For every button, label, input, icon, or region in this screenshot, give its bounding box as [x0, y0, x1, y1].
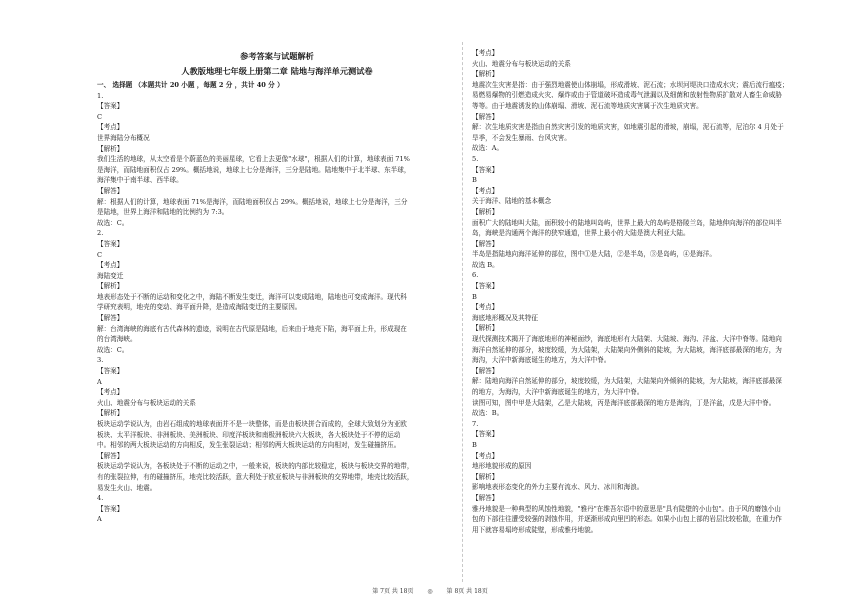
- right-text-line: 岛，海峡是沟通两个海洋的狭窄通道，世界上最小的大陆是澳大利亚大陆。: [472, 229, 690, 238]
- left-text-line: 【答案】: [97, 504, 124, 513]
- left-text-line: 【考点】: [97, 261, 124, 270]
- left-text-line: 的台湾海峡。: [97, 335, 137, 344]
- left-text-line: 【答案】: [97, 367, 124, 376]
- right-text-line: 半岛是指陆地向海洋延伸的部位，图中①是大陆，②是半岛，③是岛屿，④是海洋。: [472, 250, 716, 259]
- left-text-line: 2.: [97, 229, 104, 238]
- right-text-line: 故选 B。: [472, 260, 499, 269]
- right-text-line: 【解答】: [472, 366, 499, 375]
- doc-title: 参考答案与试题解析: [240, 51, 314, 61]
- right-text-line: 5.: [472, 154, 479, 163]
- left-text-line: 学研究表明，地壳的变动、海平面升降，是造成海陆变迁的主要原因。: [97, 303, 302, 312]
- left-text-line: 【解答】: [97, 451, 124, 460]
- right-text-line: B: [472, 292, 477, 301]
- right-text-line: 【解析】: [472, 207, 499, 216]
- right-text-line: B: [472, 176, 477, 185]
- right-text-line: 7.: [472, 419, 479, 428]
- left-text-line: 【考点】: [97, 123, 124, 132]
- right-text-line: 【考点】: [472, 186, 499, 195]
- right-text-line: 【考点】: [472, 49, 499, 57]
- left-text-line: 火山、地震分布与板块运动的关系: [97, 398, 196, 407]
- right-text-line: 读图可知，图中甲是大陆架，乙是大陆坡，丙是海洋底部最深的地方是海沟，丁是洋盆，戊是大洋中脊。: [472, 398, 776, 407]
- right-text-line: 地形地貌形成的原因: [472, 462, 532, 471]
- left-text-line: 【解析】: [97, 409, 124, 418]
- left-text-line: 有的张裂拉伸，有的碰撞挤压，地壳比较活跃，意大利处于欧亚板块与非洲板块的交界地带，地壳比较活跃，: [97, 472, 414, 481]
- left-text-line: 板块运动学说认为，由岩石组成的地球表面并不是一块整体，而是由板块拼合而成的，全球大致划分为亚欧: [97, 420, 407, 428]
- left-text-line: A: [97, 515, 102, 524]
- left-text-line: 板块、太平洋板块、非洲板块、美洲板块、印度洋板块和南极洲板块六大板块，各大板块处于不停的运动: [97, 430, 401, 439]
- right-text-line: 【解答】: [472, 493, 499, 502]
- right-text-line: 【答案】: [472, 282, 499, 291]
- left-text-line: 【答案】: [97, 102, 124, 111]
- left-page: [97, 50, 457, 525]
- right-text-line: 【答案】: [472, 165, 499, 174]
- left-text-line: 易发生火山、地震。: [97, 483, 157, 492]
- right-text-line: 【解析】: [472, 324, 499, 333]
- left-text-line: 板块运动学说认为，各板块处于不断的运动之中，一般来说，板块的内部比较稳定，板块与板块交界的地带，: [97, 462, 414, 471]
- right-text-line: 故选：A。: [472, 144, 504, 153]
- left-text-line: 中。相邻的两大板块运动的方向相反，发生张裂运动；相邻的两大板块运动的方向相对，发生碰撞挤压。: [97, 441, 401, 450]
- right-text-line: 【解析】: [472, 472, 499, 481]
- right-text-line: 解：陆地向海洋自然延伸的部分，坡度较缓，为大陆架，大陆架向外倾斜的陡坡，为大陆坡，海洋底部最深: [472, 377, 782, 386]
- right-text-line: B: [472, 440, 477, 449]
- right-text-line: 【考点】: [472, 451, 499, 460]
- left-text-line: 【答案】: [97, 239, 124, 248]
- right-text-line: 【解析】: [472, 70, 499, 79]
- right-text-line: 旱季，不会发生暴雨、台风灾害。: [472, 133, 571, 142]
- left-text-line: 是海洋，而陆地面积仅占 29%。概括地说，地球上七分是海洋，三分是陆地。陆地集中于北半球、东半球，: [97, 165, 411, 174]
- right-text-line: 海洋自然延伸的部分，坡度较缓，为大陆架，大陆架向外侧斜的陡坡，为大陆坡，海洋底部最深的地方，为: [472, 345, 782, 354]
- left-text-line: A: [97, 377, 102, 386]
- right-text-line: 【考点】: [472, 303, 499, 312]
- left-text-body: [97, 91, 457, 525]
- page-divider: [462, 42, 463, 582]
- left-text-line: 故选：C。: [97, 345, 129, 354]
- right-text-line: 火山、地震分布与板块运动的关系: [472, 59, 571, 68]
- left-text-line: 我们生活的地球，从太空看是个蔚蓝色的美丽星球，它看上去更像"水球"，根据人们的计算，地球表面 71%: [97, 155, 410, 164]
- left-text-line: 故选：C。: [97, 218, 129, 227]
- page-number-left: 第 7页 共 18页: [372, 588, 414, 595]
- left-text-line: 【解答】: [97, 314, 124, 323]
- right-text-line: 【答案】: [472, 430, 499, 439]
- right-page: [472, 48, 832, 535]
- right-text-line: 海底地形概况及其特征: [472, 313, 538, 322]
- right-text-body: [472, 48, 832, 535]
- left-text-line: 是陆地，世界上海洋和陆地的比例约为 7:3。: [97, 208, 229, 217]
- doc-subtitle: 人教版地理七年级上册第二章 陆地与海洋单元测试卷: [181, 66, 373, 76]
- left-text-line: 【解析】: [97, 282, 124, 291]
- page-footer: [0, 586, 860, 595]
- right-text-line: 易燃易爆物的引燃造成火灾、爆炸或由于管道破坏造成毒气泄漏以及细菌和放射性物质扩散对人畜生命威胁: [472, 91, 782, 100]
- right-text-line: 等等。由于地震诱发的山体崩塌、滑坡、泥石流等地质灾害属于次生地质灾害。: [472, 101, 703, 110]
- page-number-right: 第 8页 共 18页: [446, 588, 488, 595]
- right-text-line: 用下就容易塌垮形成陡壁，形成雅丹地貌。: [472, 525, 598, 534]
- right-text-line: 6.: [472, 271, 479, 280]
- left-text-line: 解：根据人们的计算，地球表面 71%是海洋，而陆地面积仅占 29%。概括地说，地球上七分是海洋，三分: [97, 197, 408, 206]
- left-text-line: 【解析】: [97, 144, 124, 153]
- left-text-line: 3.: [97, 356, 104, 365]
- right-text-line: 的地方，为海沟，大洋中新海底诞生的地方，为大洋中脊。: [472, 388, 644, 396]
- left-text-line: 地表形态处于不断的运动和变化之中，海陆不断发生变迁，海洋可以变成陆地，陆地也可变成海洋。现代科: [97, 292, 407, 301]
- left-text-line: 世界海陆分布概况: [97, 133, 150, 142]
- right-text-line: 现代探测技术揭开了海底地形的神秘面纱，海底地形有大陆架、大陆坡、海沟、洋盆、大洋中脊等。陆地向: [472, 335, 782, 344]
- right-text-line: 包的下部往往遭受较强的剥蚀作用，并逐渐形成向里凹的形态。如果小山包上部的岩层比较松散，在重力作: [472, 515, 782, 524]
- right-text-line: 关于海洋、陆地的基本概念: [472, 197, 552, 206]
- section-heading: 一、 选择题 （本题共计 20 小题 ，每题 2 分 ，共计 40 分 ）: [97, 81, 284, 89]
- right-text-line: 面积广大的陆地叫大陆，面积较小的陆地叫岛屿，世界上最大的岛屿是格陵兰岛，陆地伸向海洋的部位叫半: [472, 218, 782, 227]
- right-text-line: 雅丹地貌是一种典型的风蚀性地貌，"雅丹"在维吾尔语中的意思是"具有陡壁的小山包"。由于风的磨蚀小山: [472, 504, 781, 513]
- left-text-line: C: [97, 250, 103, 259]
- left-text-line: 1.: [97, 91, 104, 100]
- left-text-line: 【考点】: [97, 388, 124, 397]
- footer-separator: ◎: [427, 588, 433, 595]
- left-text-line: 海陆变迁: [97, 271, 124, 280]
- left-text-line: 4.: [97, 494, 104, 503]
- left-text-line: 解：台湾海峡的海底有古代森林的遗迹，说明在古代原是陆地，后来由于地壳下陷，海平面上升，形成现在: [97, 324, 407, 333]
- right-text-line: 【解答】: [472, 112, 499, 121]
- right-text-line: 解：次生地质灾害是指由自然灾害引发的地质灾害，如地震引起的滑坡，崩塌，泥石流等，尼泊尔 4 月处于: [472, 123, 784, 132]
- right-text-line: 故选：B。: [472, 409, 504, 418]
- left-text-line: 【解答】: [97, 186, 124, 195]
- right-text-line: 海沟，大洋中新海底诞生的地方，为大洋中脊。: [472, 356, 611, 365]
- right-text-line: 影响地表形态变化的外力主要有流水、风力、冰川和海浪。: [472, 483, 644, 492]
- left-text-line: C: [97, 112, 103, 121]
- right-text-line: 【解答】: [472, 239, 499, 248]
- left-text-line: 海洋集中于南半球、西半球。: [97, 176, 183, 185]
- right-text-line: 地震次生灾害是指：由于强烈地震使山体崩塌，形成滑坡、泥石流；水坝河堤决口造成水灾；震后流行瘟疫；: [472, 80, 789, 89]
